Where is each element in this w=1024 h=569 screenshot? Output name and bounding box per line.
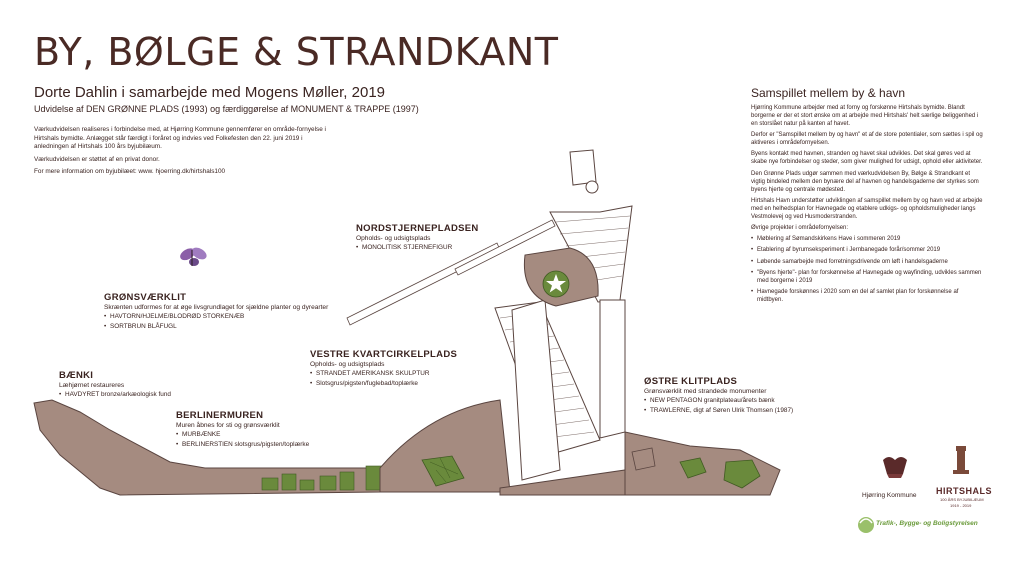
area-desc: Opholds- og udsigtsplads: [310, 361, 385, 368]
area-desc: Muren åbnes for sti og grønsværklit: [176, 422, 280, 429]
hjorring-logo-icon: [883, 457, 907, 478]
right-p1: Hjørring Kommune arbejder med at forny og forskønne Hirtshals bymidte. Blandt borgerne er der et stort ønske om at arbejde med Hirtshals' helt særlige beliggenhed i en storslået natur på kanten af havet.: [751, 105, 979, 127]
area-item: • BERLINERSTIEN slotsgrus/pigsten/toplærke: [176, 440, 309, 450]
area-baenki: [59, 370, 171, 400]
hirtshals-logo-sub: 100 ÅRS BYJUBILÆUM: [940, 497, 984, 502]
area-desc: Grønsværklit med strandede monumenter: [644, 388, 767, 395]
right-title: Samspillet mellem by & havn: [751, 86, 906, 100]
intro-p3: For mere information om byjubilæet: www. hjoerring.dk/hirtshals100: [34, 168, 226, 176]
right-p3: Byens kontakt med havnen, stranden og havet skal udvikles. Det skal gøres ved at skabe nye forbindelser og steder, som giver mulighed for udsigt, ophold eller aktiviteter.: [751, 151, 983, 166]
area-item: • Slotsgrus/pigsten/fuglebad/toplærke: [310, 379, 457, 389]
right-p5: Hirtshals Havn understøtter udviklingen af samspillet mellem by og havn ved at arbejde med en helhedsplan for Havnegade og etablere udkigs- og opholdsmuligheder langs Vestmolevej og ved Husmoderstranden.: [751, 197, 983, 220]
right-list-item: • Møblering af Sømandskirkens Have i sommeren 2019: [751, 235, 983, 243]
area-item: • NEW PENTAGON granitplateau/årets bænk: [644, 396, 793, 406]
main-staircase: [512, 300, 560, 480]
lighthouse-icon: [953, 446, 969, 474]
area-title: BÆNKI: [59, 370, 94, 381]
area-title: ØSTRE KLITPLADS: [644, 376, 738, 387]
right-list-item: • "Byens hjerte"- plan for forskønnelse af Havnegade og wayfinding, udvikles sammen med borgerne i 2019: [751, 269, 983, 285]
page-subtitle: Dorte Dahlin i samarbejde med Mogens Møller, 2019: [34, 84, 385, 101]
area-title: NORDSTJERNEPLADSEN: [356, 223, 479, 234]
tower: [570, 150, 596, 185]
hjorring-logo-label: Hjørring Kommune: [862, 492, 917, 499]
right-list-item: • Havnegade forskønnes i 2020 som en del af samlet plan for forskønnelse af midtbyen.: [751, 288, 983, 304]
right-body: [751, 104, 983, 307]
area-item: • MURBÆNKE: [176, 430, 309, 440]
intro-p2: Værkudvidelsen er støttet af en privat donor.: [34, 155, 160, 163]
area-desc: Læhjørnet restaureres: [59, 382, 125, 389]
area-item: • HAVTORN/HJELME/BLODRØD STORKENÆB: [104, 312, 328, 322]
area-desc: Opholds- og udsigtsplads: [356, 235, 431, 242]
right-p2: Derfor er "Samspillet mellem by og havn" et af de store potentialer, som sættes i spil og aktiveres i områdefornyelsen.: [751, 132, 983, 147]
hirtshals-logo-years: 1919 - 2019: [950, 503, 972, 508]
area-gronsvaerklit: [104, 292, 328, 332]
trafik-logo-icon: [858, 517, 874, 533]
area-item: • SORTBRUN BLÅFUGL: [104, 322, 328, 332]
page-subline: Udvidelse af DEN GRØNNE PLADS (1993) og færdiggørelse af MONUMENT & TRAPPE (1997): [34, 104, 419, 114]
right-list-item: • Etablering af byrumseksperiment i Jernbanegade forår/sommer 2019: [751, 246, 983, 254]
area-ostre-klitplads: [644, 376, 793, 416]
area-item: • STRANDET AMERIKANSK SKULPTUR: [310, 369, 457, 379]
trafik-logo-label: Trafik-, Bygge- og Boligstyrelsen: [876, 520, 978, 527]
area-title: GRØNSVÆRKLIT: [104, 292, 187, 303]
area-desc: Skrænten udformes for at øge livsgrundlaget for sjældne planter og dyrearter: [104, 304, 329, 311]
right-p6: Øvrige projekter i områdefornyelsen:: [751, 224, 849, 231]
area-item: • MONOLITISK STJERNEFIGUR: [356, 243, 479, 253]
hirtshals-logo-label: HIRTSHALS: [936, 486, 992, 496]
sea-block: [600, 300, 625, 438]
area-title: BERLINERMUREN: [176, 410, 264, 421]
area-berlinermuren: [176, 410, 309, 450]
pier: [500, 470, 625, 495]
page-title: BY, BØLGE & STRANDKANT: [34, 30, 559, 74]
intro-p1: Værkudvidelsen realiseres i forbindelse med, at Hjørring Kommune gennemfører en område-fornyelse i Hirtshals bymidte. Anlægget står færdigt i foråret og indvies ved Folkefesten den 22. juni 2019 i anledningen af Hirtshals 100 års byjubilæum.: [34, 126, 326, 151]
area-vestre-kvartcirkelplads: [310, 349, 457, 389]
right-p4: Den Grønne Plads udgør sammen med værkudvidelsen By, Bølge & Strandkant et vigtig bindeled mellem den bynære del af havnen og handelsgaderne der styrkes som byens hjerte og centrale mødested.: [751, 170, 979, 193]
diagonal-ramp: [347, 243, 500, 325]
intro-text: [34, 126, 334, 181]
area-item: • HAVDYRET bronze/arkæologisk fund: [59, 390, 171, 400]
trawler-rock: [632, 448, 655, 470]
area-item: • TRAWLERNE, digt af Søren Ulrik Thomsen (1987): [644, 406, 793, 416]
area-nordstjernepladsen: [356, 223, 479, 253]
right-list-item: • Løbende samarbejde med forretningsdrivende om løft i handelsgaderne: [751, 258, 983, 266]
area-title: VESTRE KVARTCIRKELPLADS: [310, 349, 458, 360]
right-list: [751, 235, 983, 304]
butterfly-icon: [178, 245, 209, 266]
